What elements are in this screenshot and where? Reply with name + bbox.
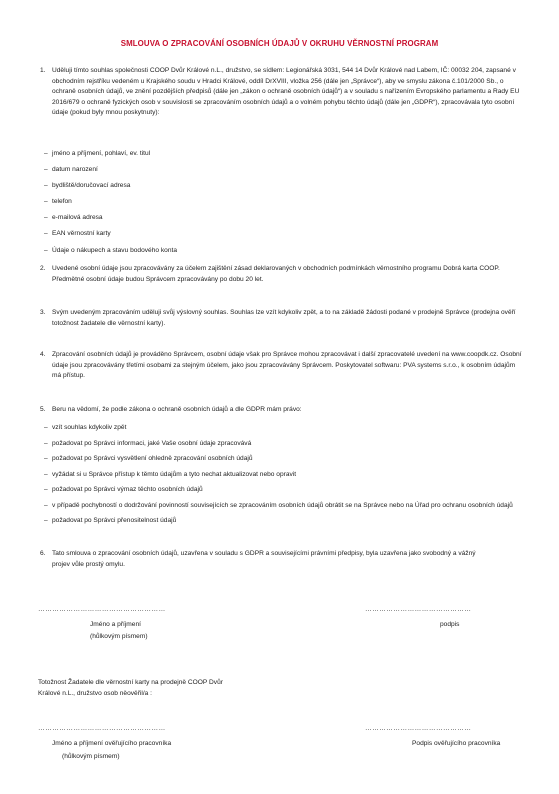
list-item: – bydliště/doručovací adresa xyxy=(44,182,131,190)
clerk-name-label: Jméno a příjmení ověřujícího pracovníka xyxy=(52,740,172,747)
list-item: – EAN věrnostní karty xyxy=(44,230,111,238)
list-item: – požadovat po Správci vysvětlení ohledně zpracování osobních údajů xyxy=(44,455,253,462)
section-1-text: Uděluji tímto souhlas společnosti COOP Dvůr Králové n.L., družstvo, se sídlem: Legionářská 3031, 544 14 Dvůr Králové nad Labem, IČ: 00032 204, zapsané v obchodním rejstříku vedeném u Krajského soudu v Hradci Králové, oddíl DrXVIII, vložka 256 (dále jen „Správce“), aby ve smyslu zákona č.101/2000 Sb., o ochraně osobních údajů, ve znění pozdějších předpisů (dále jen „zákon o ochraně osobních údajů“) a v souladu s nařízením Evropského parlamentu a Rady EU 2016/679 o ochraně fyzických osob v souvislosti se zpracováním osobních údajů a o volném pohybu těchto údajů (dále jen „GDPR“), zpracovávala tyto osobní údaje (pokud byly mnou poskytnuty): xyxy=(52,67,520,117)
section-1-list xyxy=(44,146,524,259)
list-item: – v případě pochybností o dodržování povinností souvisejících se zpracováním osobních údajů obrátit se na Správce nebo na Úřad pro ochranu osobních údajů xyxy=(44,501,513,509)
list-item: – datum narození xyxy=(44,166,98,174)
section-4-number: 4. xyxy=(40,351,46,358)
name-note: (hůlkovým písmem) xyxy=(90,633,148,640)
list-item: – vzít souhlas kdykoliv zpět xyxy=(44,424,127,431)
clerk-signature-label: Podpis ověřujícího pracovníka xyxy=(412,740,501,747)
section-5-number: 5. xyxy=(40,406,46,413)
signature-line: ……………………………………… xyxy=(365,606,472,613)
list-item: – požadovat po Správci přenositelnost údajů xyxy=(44,517,177,525)
list-item: – e-mailová adresa xyxy=(44,214,103,222)
section-5-intro: Beru na vědomí, že podle zákona o ochraně osobních údajů a dle GDPR mám právo: xyxy=(52,406,302,413)
list-item: – vyžádat si u Správce přístup k těmto údajům a tyto nechat aktualizovat nebo opravit xyxy=(44,470,297,478)
clerk-name-line: ……………………………………………… xyxy=(38,725,166,732)
section-3-number: 3. xyxy=(40,309,46,316)
section-2-text: Uvedené osobní údaje jsou zpracovávány za účelem zajištění zásad deklarovaných v obchodních podmínkách věrnostního programu Dobrá karta COOP. Předmětné osobní údaje budou Správcem zpracovávány po dobu 20 let. xyxy=(52,265,500,283)
clerk-name-note: (hůlkovým písmem) xyxy=(62,753,120,760)
signature-label: podpis xyxy=(440,621,460,628)
list-item: – požadovat po Správci informaci, jaké Vaše osobní údaje zpracovává xyxy=(44,439,252,447)
clerk-signature-line: ……………………………………… xyxy=(365,725,472,732)
name-label: Jméno a příjmení xyxy=(90,621,141,628)
section-5-list xyxy=(44,420,524,529)
section-4-text: Zpracování osobních údajů je prováděno Správcem, osobní údaje však pro Správce mohou zpracovávat i další zpracovatelé uvedení na www.coopdk.cz. Osobní údaje jsou zpracovávány třetími osobami za stejným účelem, jako jsou zpracovávány Správcem. Poskytovatel softwaru: PVA systems s.r.o., k osobním údajům má přístup. xyxy=(52,351,522,380)
list-item: – Údaje o nákupech a stavu bodového konta xyxy=(44,246,178,254)
section-2-number: 2. xyxy=(40,265,46,272)
verification-text: Totožnost Žadatele dle věrnostní karty na prodejně COOP Dvůr Králové n.L., družstvo osob něověřil/a : xyxy=(38,679,223,697)
list-item: – telefon xyxy=(44,198,72,206)
list-item: – požadovat po Správci výmaz těchto osobních údajů xyxy=(44,486,203,493)
section-3-text: Svým uvedeným zpracováním uděluji svůj výslovný souhlas. Souhlas lze vzít kdykoliv zpět, a to na základě žádosti podané v prodejně Správce (prodejna ověří totožnost žadatele dle věrnostní karty). xyxy=(52,309,516,327)
section-6-text: Tato smlouva o zpracování osobních údajů, uzavřena v souladu s GDPR a souvisejícími právními předpisy, byla uzavřena jako svobodný a vážný projev vůle prostý omylu. xyxy=(52,550,476,568)
section-1-number: 1. xyxy=(40,67,46,74)
document-title: SMLOUVA O ZPRACOVÁNÍ OSOBNÍCH ÚDAJŮ V OKRUHU VĚRNOSTNÍ PROGRAM xyxy=(120,38,439,48)
section-6-number: 6. xyxy=(40,550,46,557)
list-item: – jméno a příjmení, pohlaví, ev. titul xyxy=(44,150,151,157)
name-signature-line: ……………………………………………… xyxy=(38,606,166,613)
